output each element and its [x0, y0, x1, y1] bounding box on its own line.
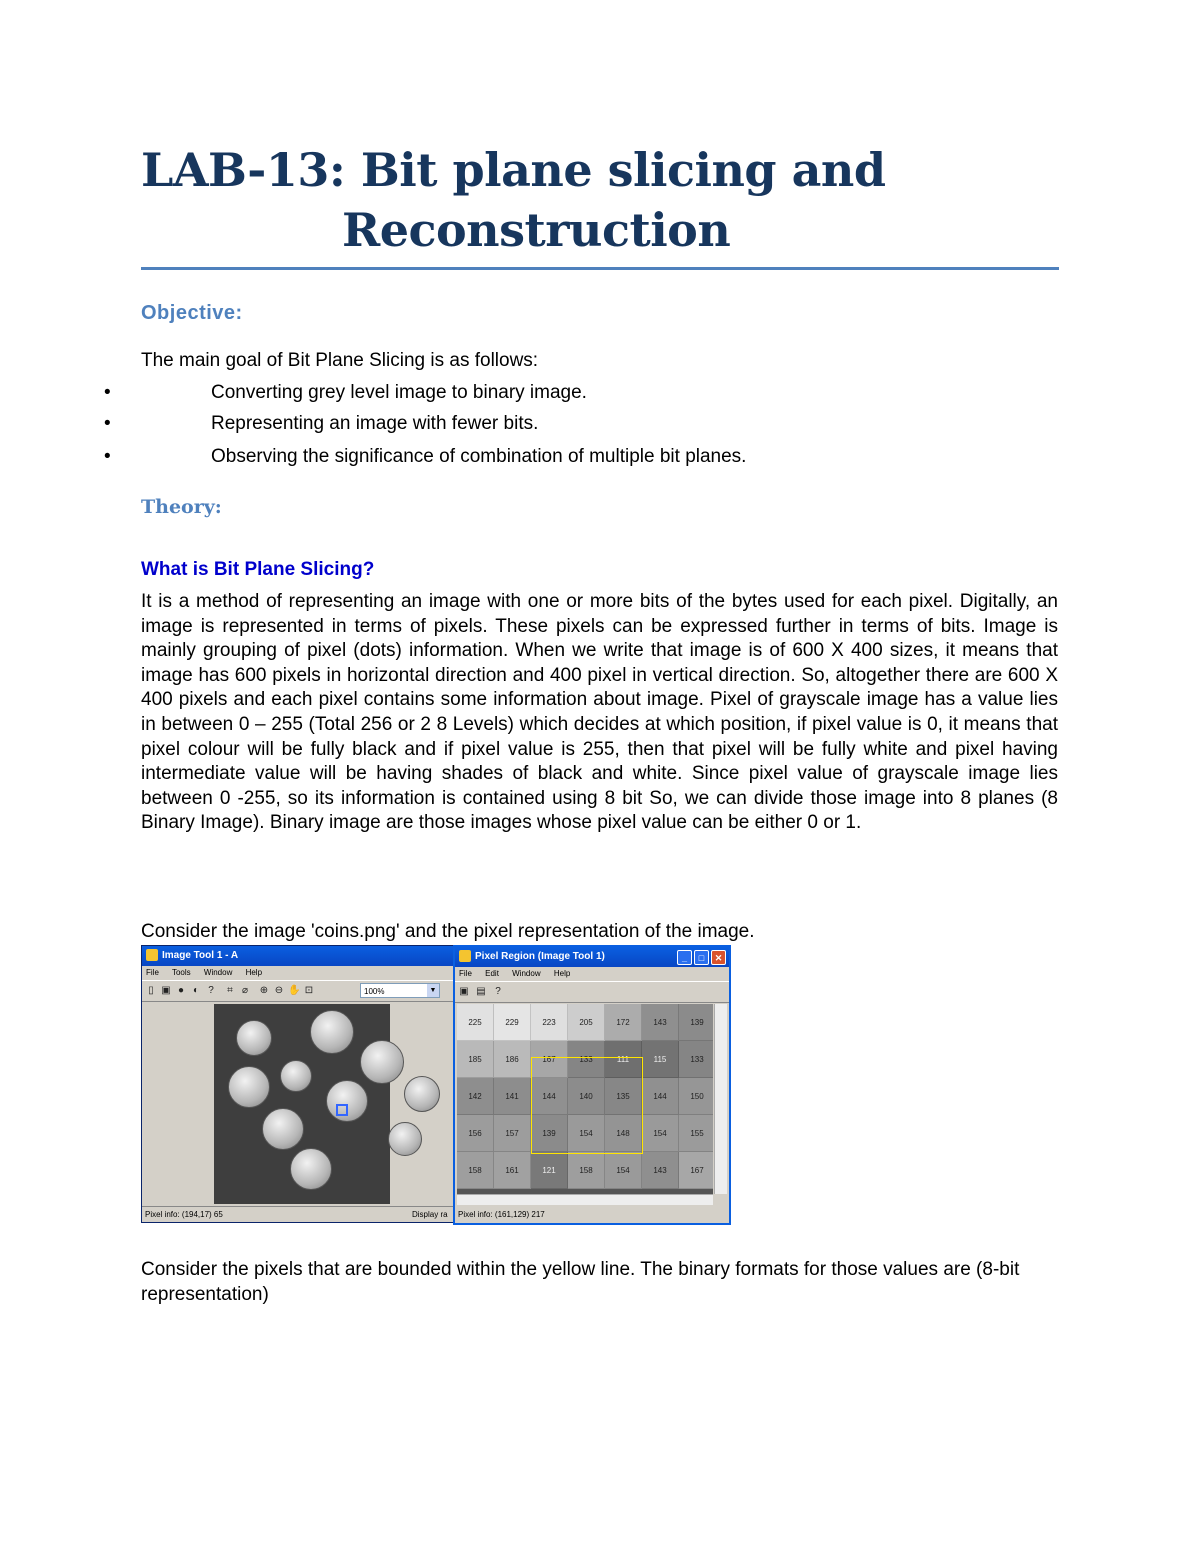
pixel-cell: 154: [605, 1152, 642, 1189]
pixel-cell: 139: [531, 1115, 568, 1152]
objective-heading: Objective:: [141, 302, 243, 324]
menu-window[interactable]: Window: [203, 968, 233, 977]
pixel-cell: 186: [494, 1041, 531, 1078]
copy-icon[interactable]: ▣: [161, 985, 171, 996]
matlab-icon: [146, 949, 158, 961]
pixel-cell: 133: [568, 1041, 605, 1078]
pixel-region-icon[interactable]: ?: [208, 985, 214, 996]
maximize-icon[interactable]: □: [694, 950, 709, 965]
pixel-cell: 150: [679, 1078, 713, 1115]
pixel-cell: 223: [531, 1004, 568, 1041]
coin: [310, 1010, 354, 1054]
copy-icon[interactable]: ▣: [459, 986, 469, 997]
pixel-cell: 111: [605, 1041, 642, 1078]
image-tool-title: Image Tool 1 - A: [162, 950, 239, 961]
display-range-text: Display ra: [412, 1210, 448, 1219]
pixel-cell: 225: [457, 1004, 494, 1041]
pixel-region-toolbar: [455, 981, 729, 1003]
pixel-cell: 143: [642, 1152, 679, 1189]
pixel-cell: 185: [457, 1041, 494, 1078]
pixel-cell: 135: [605, 1078, 642, 1115]
pixel-region-window: [453, 945, 731, 1225]
theory-paragraph: It is a method of representing an image with one or more bits of the bytes used for each pixel. Digitally, an image is represented in terms of pixels. These pixels can be expressed further in terms of bits. Image is mainly grouping of pixel (dots) information. When we write that image is of 600 X 400 sizes, it means that image has 600 pixels in horizontal direction and 400 pixel in vertical direction. So, altogether there are 600 X 400 pixels and each pixel contains some information about image. Pixel of grayscale image has a value lies in between 0 – 255 (Total 256 or 2 8 Levels) which decides at which position, if pixel value is 0, it means that pixel colour will be fully black and if pixel value is 255, then that pixel will be fully white and pixel having intermediate value will be having shades of black and white. Since pixel value of grayscale image lies between 0 -255, so its information is contained using 8 bit So, we can divide those image into 8 planes (8 Binary Image). Binary image are those images whose pixel value can be either 0 or 1.: [141, 591, 1058, 834]
bullet-text: Converting grey level image to binary image.: [211, 382, 587, 403]
pixel-cell: 155: [679, 1115, 713, 1152]
image-tool-window: [141, 945, 455, 1223]
measure-icon[interactable]: ⌀: [241, 985, 249, 996]
image-tool-toolbar: [142, 980, 454, 1002]
image-canvas[interactable]: [144, 1004, 454, 1204]
pixel-region-titlebar: [455, 947, 729, 967]
pixel-cell: 229: [494, 1004, 531, 1041]
pixel-cell: 158: [568, 1152, 605, 1189]
pixel-cell: 140: [568, 1078, 605, 1115]
pixel-cell: 154: [642, 1115, 679, 1152]
pixel-cell: 144: [531, 1078, 568, 1115]
horizontal-scrollbar[interactable]: [457, 1194, 713, 1205]
theory-heading: Theory:: [141, 496, 222, 518]
coin: [262, 1108, 304, 1150]
menu-file[interactable]: File: [146, 968, 159, 977]
vertical-scrollbar[interactable]: [714, 1004, 727, 1194]
pixel-cell: 158: [457, 1152, 494, 1189]
pixel-cell: 121: [531, 1152, 568, 1189]
menu-window[interactable]: Window: [512, 969, 541, 978]
image-tool-status: [142, 1206, 454, 1222]
menu-edit[interactable]: Edit: [485, 969, 499, 978]
pixel-cell: 139: [679, 1004, 713, 1041]
menu-help[interactable]: Help: [553, 969, 571, 978]
pixel-cell: 172: [605, 1004, 642, 1041]
zoom-value: 100%: [364, 987, 385, 996]
help-icon[interactable]: ?: [495, 986, 501, 997]
yellow-selection-box: [531, 1057, 643, 1154]
pixel-cell: 133: [679, 1041, 713, 1078]
pixel-cell: 148: [605, 1115, 642, 1152]
window-controls: [675, 949, 726, 969]
pan-icon[interactable]: ✋: [288, 985, 301, 996]
pixel-info-text: Pixel info: (161,129) 217: [458, 1210, 545, 1219]
pixel-cell: 115: [642, 1041, 679, 1078]
coin: [228, 1066, 270, 1108]
menu-file[interactable]: File: [459, 969, 472, 978]
consider-image-text: Consider the image 'coins.png' and the pixel representation of the image.: [141, 921, 755, 942]
coin: [280, 1060, 312, 1092]
coin: [388, 1122, 422, 1156]
minimize-icon[interactable]: _: [677, 950, 692, 965]
chevron-down-icon[interactable]: ▼: [427, 984, 439, 997]
pixel-cell: 141: [494, 1078, 531, 1115]
bullet-dot: •: [104, 446, 111, 467]
contrast-icon[interactable]: ◐: [192, 985, 200, 996]
theory-subheading: What is Bit Plane Slicing?: [141, 559, 375, 580]
bullet-text: Observing the significance of combination of multiple bit planes.: [211, 446, 747, 467]
pixel-cell: 142: [457, 1078, 494, 1115]
zoom-in-icon[interactable]: ⊕: [259, 985, 269, 996]
doc-title-line2: Reconstruction: [342, 203, 731, 257]
pixel-cell: 167: [679, 1152, 713, 1189]
pixel-cell: 161: [494, 1152, 531, 1189]
crop-icon[interactable]: ⌗: [227, 985, 233, 996]
new-file-icon[interactable]: ▯: [148, 985, 154, 996]
matlab-screenshot-figure: [141, 945, 731, 1225]
pixel-cell: 157: [494, 1115, 531, 1152]
pixel-region-status: [455, 1207, 729, 1223]
objective-intro: The main goal of Bit Plane Slicing is as follows:: [141, 350, 539, 371]
pixel-region-title: Pixel Region (Image Tool 1): [475, 951, 605, 962]
menu-help[interactable]: Help: [245, 968, 263, 977]
pixel-cell: 154: [568, 1115, 605, 1152]
pixel-cell: 167: [531, 1041, 568, 1078]
zoom-box-icon[interactable]: ⊡: [304, 985, 314, 996]
coin: [360, 1040, 404, 1084]
coin: [236, 1020, 272, 1056]
matlab-icon: [459, 950, 471, 962]
image-tool-menubar: [142, 966, 454, 980]
doc-title-line1: LAB-13: Bit plane slicing and: [141, 143, 886, 197]
pixel-cell: 143: [642, 1004, 679, 1041]
pixel-cell: 144: [642, 1078, 679, 1115]
pixel-region-menubar: [455, 967, 729, 981]
title-underline: [141, 267, 1059, 270]
menu-tools[interactable]: Tools: [171, 968, 191, 977]
bullet-dot: •: [104, 413, 111, 434]
zoom-select[interactable]: [360, 983, 440, 998]
pixel-value-grid[interactable]: [457, 1004, 713, 1194]
bullet-dot: •: [104, 382, 111, 403]
info-icon[interactable]: ●: [177, 985, 185, 996]
save-icon[interactable]: ▤: [476, 986, 486, 997]
pixel-cell: 156: [457, 1115, 494, 1152]
zoom-out-icon[interactable]: ⊖: [274, 985, 284, 996]
pixel-cell: 205: [568, 1004, 605, 1041]
bullet-text: Representing an image with fewer bits.: [211, 413, 539, 434]
coin: [290, 1148, 332, 1190]
consider-pixels-text: Consider the pixels that are bounded within the yellow line. The binary formats for those values are (8-bit representation): [141, 1259, 1020, 1305]
pixel-region-cursor[interactable]: [336, 1104, 348, 1116]
coin: [404, 1076, 440, 1112]
coins-image: [214, 1004, 390, 1204]
image-tool-titlebar: [142, 946, 454, 966]
pixel-info-text: Pixel info: (194,17) 65: [145, 1210, 223, 1219]
close-icon[interactable]: ✕: [711, 950, 726, 965]
